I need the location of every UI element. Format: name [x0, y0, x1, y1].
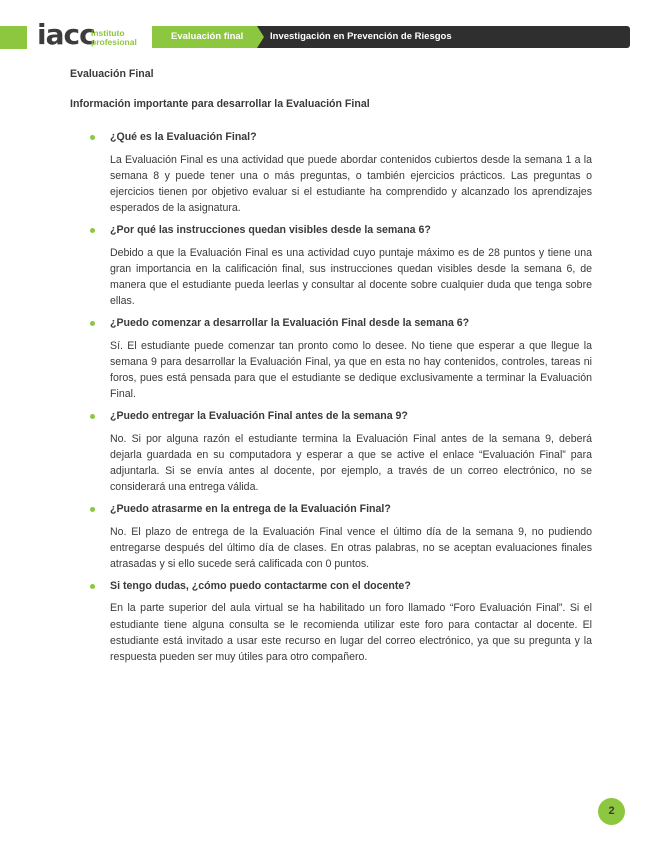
- iacc-logo: iacc: [37, 18, 95, 51]
- page-number-badge: 2: [598, 798, 625, 825]
- faq-item: [70, 501, 592, 572]
- faq-item: [70, 408, 592, 495]
- faq-item: [70, 315, 592, 402]
- brand-color-block: [0, 26, 27, 49]
- faq-answer: La Evaluación Final es una actividad que puede abordar contenidos cubiertos desde la semana 1 a la semana 8 y puede tener una o más preguntas, o también ejercicios prácticos. Las preguntas o ejercicios tienen por objetivo evaluar si el estudiante ha comprendido y alcanzado los aprendizajes esperados de la asignatura.: [110, 153, 592, 215]
- document-subtitle: Información importante para desarrollar la Evaluación Final: [70, 98, 370, 111]
- faq-answer: No. Si por alguna razón el estudiante termina la Evaluación Final antes de la semana 9, deberá dejarla guardada en su computadora y esperar a que se active el enlace “Evaluación Final” para adjuntarla. Si se envía antes al docente, por ejemplo, a través de un correo electrónico, no se considerará una entrega válida.: [110, 432, 592, 494]
- section-tag: [152, 26, 257, 48]
- faq-answer: Sí. El estudiante puede comenzar tan pronto como lo desee. No tiene que esperar a que llegue la semana 9 para desarrollar la Evaluación Final, ya que en esta no hay contenidos, controles, tareas ni foros, pues está pensada para que el estudiante se dedique exclusivamente a terminar la Evaluación Final.: [110, 339, 592, 401]
- faq-question: ¿Puedo entregar la Evaluación Final antes de la semana 9?: [110, 410, 408, 423]
- faq-answer: No. El plazo de entrega de la Evaluación Final vence el último día de la semana 9, no pudiendo entregarse después del último día de clases. En otras palabras, no se aceptan evaluaciones finales atrasadas y si ello sucede será calificada con 0 puntos.: [110, 525, 592, 571]
- iacc-logo-subtitle: [91, 29, 137, 47]
- page-header: [0, 0, 655, 60]
- document-body: [70, 66, 592, 671]
- section-arrow-icon: [257, 26, 264, 48]
- faq-question: ¿Puedo atrasarme en la entrega de la Evaluación Final?: [110, 503, 391, 516]
- faq-question: Si tengo dudas, ¿cómo puedo contactarme con el docente?: [110, 580, 411, 593]
- faq-question: ¿Por qué las instrucciones quedan visibles desde la semana 6?: [110, 224, 431, 237]
- course-title: Investigación en Prevención de Riesgos: [270, 31, 452, 42]
- faq-answer: En la parte superior del aula virtual se ha habilitado un foro llamado “Foro Evaluación Final”. Si el estudiante tiene alguna consulta se le recomienda utilizar este foro para contactar al docente. El estudiante está invitado a usar este recurso en lugar del correo electrónico, ya que su pregunta y la respuesta pueden ser muy útiles para otro compañero.: [110, 602, 592, 664]
- bullet-icon: [90, 414, 95, 419]
- faq-item: [70, 222, 592, 309]
- faq-list: [70, 129, 592, 665]
- header-bar: [152, 26, 630, 48]
- bullet-icon: [90, 507, 95, 512]
- bullet-icon: [90, 584, 95, 589]
- faq-question: ¿Puedo comenzar a desarrollar la Evaluación Final desde la semana 6?: [110, 317, 470, 330]
- faq-item: [70, 129, 592, 216]
- document-title: Evaluación Final: [70, 68, 154, 80]
- logo-sub-line2: profesional: [91, 37, 137, 47]
- faq-item: [70, 578, 592, 665]
- bullet-icon: [90, 321, 95, 326]
- faq-question: ¿Qué es la Evaluación Final?: [110, 131, 257, 144]
- section-label: Evaluación final: [171, 31, 244, 42]
- bullet-icon: [90, 135, 95, 140]
- logo-sub-line1: instituto: [91, 28, 125, 38]
- bullet-icon: [90, 228, 95, 233]
- faq-answer: Debido a que la Evaluación Final es una actividad cuyo puntaje máximo es de 28 puntos y tiene una gran importancia en la calificación final, sus instrucciones quedan visibles desde la semana 6, de manera que el estudiante pueda leerlas y consultar al docente sobre cualquier duda que tenga sobre ellas.: [110, 246, 592, 308]
